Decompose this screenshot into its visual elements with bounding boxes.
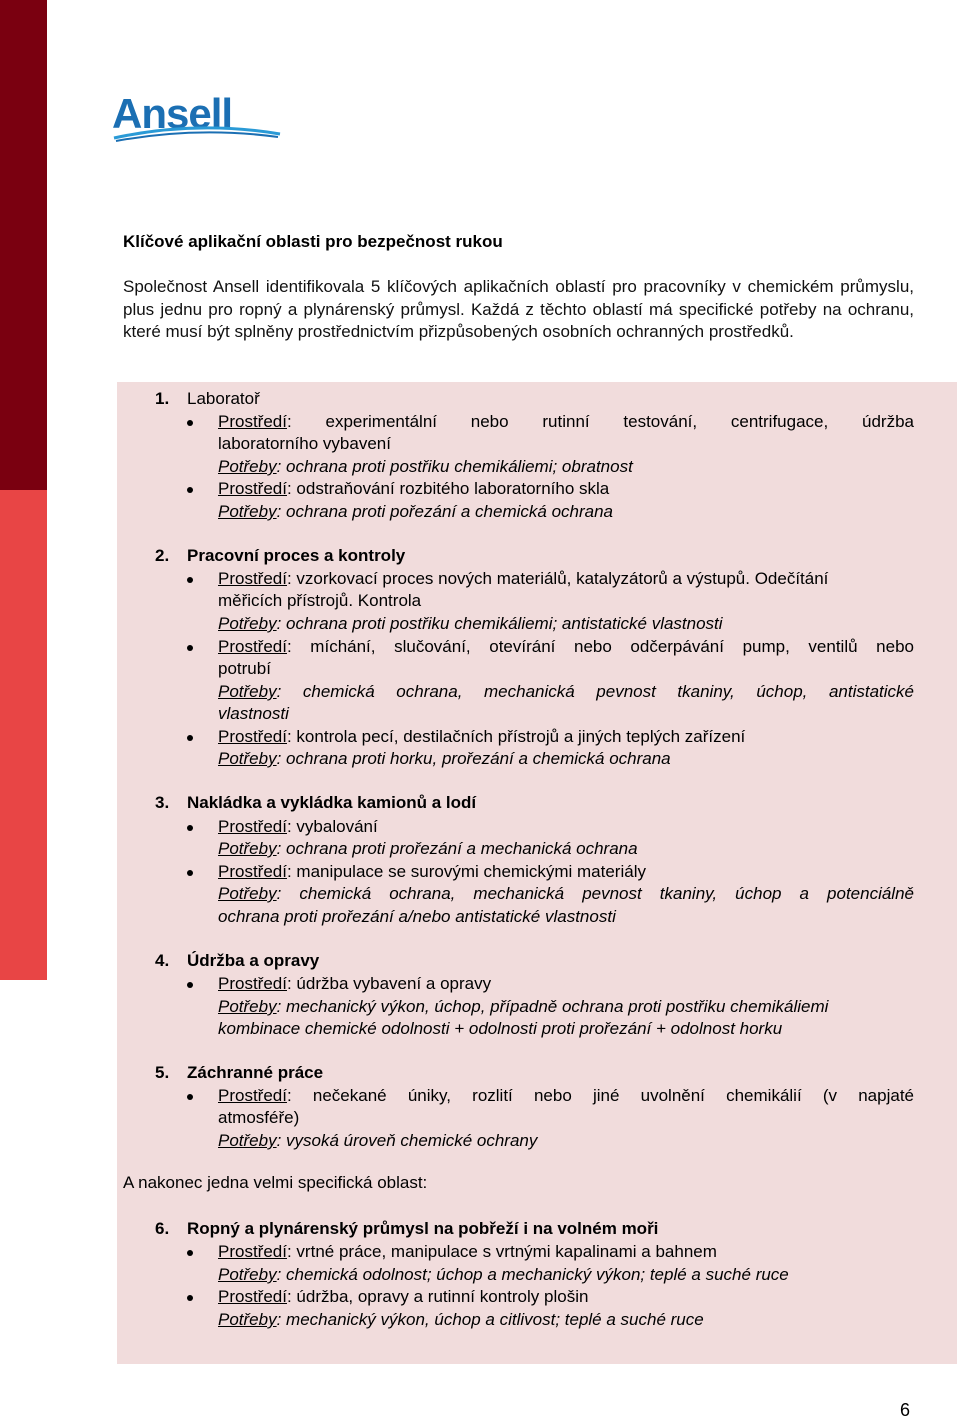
env-label: Prostředí — [218, 569, 287, 588]
env-label: Prostředí — [218, 862, 287, 881]
env-line: Prostředí: údržba vybavení a opravy — [218, 974, 492, 993]
env-line: Prostředí: nečekané úniky, rozlití nebo jiné uvolnění chemikálií (v napjaté — [218, 1086, 914, 1105]
section-title: Záchranné práce — [187, 1063, 324, 1082]
env-line: Prostředí: údržba, opravy a rutinní kontroly plošin — [218, 1287, 589, 1306]
bullet-icon — [187, 870, 193, 876]
section-number: 4. — [155, 951, 170, 970]
env-line: Prostředí: experimentální nebo rutinní testování, centrifugace, údržba — [218, 412, 914, 431]
env-label: Prostředí — [218, 974, 287, 993]
needs-line: Potřeby: vysoká úroveň chemické ochrany — [218, 1131, 538, 1150]
logo-swoosh-icon — [112, 122, 282, 144]
needs-line: Potřeby: chemická ochrana, mechanická pevnost tkaniny, úchop a potenciálně — [218, 884, 914, 903]
section-number: 5. — [155, 1063, 170, 1082]
env-line: Prostředí: míchání, slučování, otevírání nebo odčerpávání pump, ventilů nebo — [218, 637, 914, 656]
bullet-icon — [187, 487, 193, 493]
env-label: Prostředí — [218, 1086, 287, 1105]
needs-line-cont: ochrana proti prořezání a/nebo antistatické vlastnosti — [218, 907, 616, 926]
needs-line: Potřeby: ochrana proti horku, prořezání a chemická ochrana — [218, 749, 671, 768]
env-label: Prostředí — [218, 479, 287, 498]
env-line: Prostředí: vzorkovací proces nových materiálů, katalyzátorů a výstupů. Odečítání — [218, 569, 829, 588]
section-title: Laboratoř — [187, 389, 260, 408]
env-label: Prostředí — [218, 1287, 287, 1306]
needs-line: Potřeby: mechanický výkon, úchop, případně ochrana proti postřiku chemikáliemi — [218, 997, 829, 1016]
logo-text: Ansell — [112, 90, 233, 137]
needs-line: Potřeby: mechanický výkon, úchop a citlivost; teplé a suché ruce — [218, 1310, 704, 1329]
bullet-icon — [187, 1250, 193, 1256]
page-heading: Klíčové aplikační oblasti pro bezpečnost rukou — [123, 232, 503, 251]
env-line: Prostředí: manipulace se surovými chemickými materiály — [218, 862, 646, 881]
bullet-icon — [187, 825, 193, 831]
intro-paragraph: Společnost Ansell identifikovala 5 klíčových aplikačních oblastí pro pracovníky v chemickém průmyslu, plus jednu pro ropný a plynárenský průmysl. Každá z těchto oblastí má specifické potřeby na ochranu, které musí být splněny prostřednictvím přizpůsobených osobních ochranných prostředků. — [123, 277, 914, 342]
needs-line-cont: vlastnosti — [218, 704, 289, 723]
needs-label: Potřeby — [218, 457, 277, 476]
section-title: Údržba a opravy — [187, 951, 320, 970]
sidebar-red-bar — [0, 490, 47, 980]
sidebar-dark-bar — [0, 0, 47, 490]
bullet-icon — [187, 1295, 193, 1301]
section-title: Ropný a plynárenský průmysl na pobřeží i na volném moři — [187, 1219, 659, 1238]
ansell-logo — [112, 92, 282, 144]
section-number: 2. — [155, 546, 170, 565]
bullet-icon — [187, 735, 193, 741]
needs-label: Potřeby — [218, 749, 277, 768]
needs-line: Potřeby: ochrana proti postřiku chemikáliemi; obratnost — [218, 457, 633, 476]
needs-line: Potřeby: ochrana proti postřiku chemikáliemi; antistatické vlastnosti — [218, 614, 723, 633]
page-number: 6 — [900, 1400, 911, 1420]
env-line-cont: měřicích přístrojů. Kontrola — [218, 591, 422, 610]
needs-line-cont: kombinace chemické odolnosti + odolnosti proti prořezání + odolnost horku — [218, 1019, 783, 1038]
section-title: Pracovní proces a kontroly — [187, 546, 406, 565]
section-number: 1. — [155, 389, 170, 408]
section-number: 6. — [155, 1219, 170, 1238]
env-label: Prostředí — [218, 817, 287, 836]
needs-label: Potřeby — [218, 1310, 277, 1329]
bullet-icon — [187, 1094, 193, 1100]
needs-label: Potřeby — [218, 1131, 277, 1150]
bullet-icon — [187, 982, 193, 988]
needs-line: Potřeby: ochrana proti prořezání a mechanická ochrana — [218, 839, 638, 858]
bullet-icon — [187, 577, 193, 583]
needs-label: Potřeby — [218, 682, 277, 701]
needs-label: Potřeby — [218, 614, 277, 633]
env-line: Prostředí: kontrola pecí, destilačních přístrojů a jiných teplých zařízení — [218, 727, 746, 746]
env-line-cont: laboratorního vybavení — [218, 434, 391, 453]
needs-label: Potřeby — [218, 1265, 277, 1284]
env-line-cont: atmosféře) — [218, 1108, 300, 1127]
env-label: Prostředí — [218, 727, 287, 746]
env-label: Prostředí — [218, 1242, 287, 1261]
bullet-icon — [187, 645, 193, 651]
needs-label: Potřeby — [218, 502, 277, 521]
bullet-icon — [187, 420, 193, 426]
section-number: 3. — [155, 793, 170, 812]
env-label: Prostředí — [218, 412, 287, 431]
env-line: Prostředí: vybalování — [218, 817, 378, 836]
env-line: Prostředí: vrtné práce, manipulace s vrtnými kapalinami a bahnem — [218, 1242, 717, 1261]
env-line-cont: potrubí — [218, 659, 271, 678]
needs-line: Potřeby: ochrana proti pořezání a chemická ochrana — [218, 502, 614, 521]
closing-text: A nakonec jedna velmi specifická oblast: — [123, 1173, 428, 1192]
section-title: Nakládka a vykládka kamionů a lodí — [187, 793, 477, 812]
needs-line: Potřeby: chemická ochrana, mechanická pevnost tkaniny, úchop, antistatické — [218, 682, 914, 701]
needs-label: Potřeby — [218, 839, 277, 858]
needs-line: Potřeby: chemická odolnost; úchop a mechanický výkon; teplé a suché ruce — [218, 1265, 789, 1284]
env-line: Prostředí: odstraňování rozbitého laboratorního skla — [218, 479, 610, 498]
needs-label: Potřeby — [218, 884, 277, 903]
needs-label: Potřeby — [218, 997, 277, 1016]
env-label: Prostředí — [218, 637, 287, 656]
